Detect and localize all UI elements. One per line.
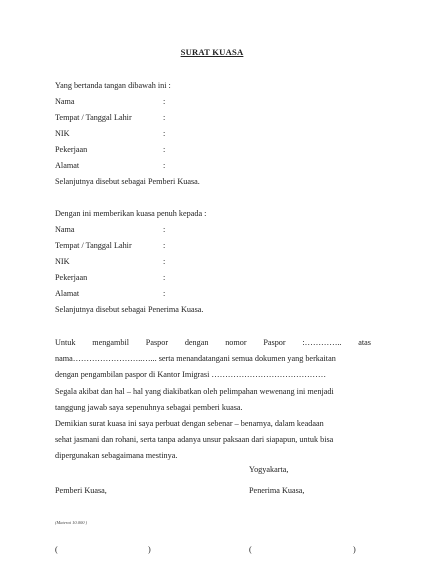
giver-job-colon: : xyxy=(163,145,166,154)
body-line-3: dengan pengambilan paspor di Kantor Imigrasi …………………………………… xyxy=(55,370,327,379)
receiver-birth-colon: : xyxy=(163,241,166,250)
giver-birth-label: Tempat / Tanggal Lahir xyxy=(55,113,132,122)
place-date: Yogyakarta, xyxy=(249,465,289,474)
intro-receiver: Dengan ini memberikan kuasa penuh kepada : xyxy=(55,209,207,218)
intro-giver: Yang bertanda tangan dibawah ini : xyxy=(55,81,171,90)
body-word: dengan xyxy=(184,338,209,347)
receiver-close-paren: ) xyxy=(353,545,356,554)
receiver-birth-label: Tempat / Tanggal Lahir xyxy=(55,241,132,250)
body-word: Paspor xyxy=(145,338,169,347)
body-line-7: sehat jasmani dan rohani, serta tanpa adanya unsur paksaan dari siapapun, untuk bisa xyxy=(55,435,334,444)
body-line-5: tanggung jawab saya sepenuhnya sebagai pemberi kuasa. xyxy=(55,403,243,412)
giver-signature-label: Pemberi Kuasa, xyxy=(55,486,107,495)
giver-name-colon: : xyxy=(163,97,166,106)
body-line-8: dipergunakan sebagaimana mestinya. xyxy=(55,451,178,460)
receiver-nik-colon: : xyxy=(163,257,166,266)
receiver-address-label: Alamat xyxy=(55,289,80,298)
body-word: Paspor xyxy=(263,338,286,347)
giver-closing: Selanjutnya disebut sebagai Pemberi Kuasa. xyxy=(55,177,200,186)
giver-address-colon: : xyxy=(163,161,166,170)
giver-address-label: Alamat xyxy=(55,161,80,170)
receiver-closing: Selanjutnya disebut sebagai Penerima Kuasa. xyxy=(55,305,204,314)
receiver-name-colon: : xyxy=(163,225,166,234)
receiver-address-colon: : xyxy=(163,289,166,298)
receiver-open-paren: ( xyxy=(249,545,252,554)
receiver-nik-label: NIK xyxy=(55,257,70,266)
document-title: SURAT KUASA xyxy=(180,47,244,57)
receiver-job-colon: : xyxy=(163,273,166,282)
giver-job-label: Pekerjaan xyxy=(55,145,88,154)
giver-open-paren: ( xyxy=(55,545,58,554)
body-line-2: nama……………………..…... serta menandatangani semua dokumen yang berkaitan xyxy=(55,354,336,363)
body-word: :………….. xyxy=(302,338,342,347)
giver-name-label: Nama xyxy=(55,97,75,106)
giver-nik-colon: : xyxy=(163,129,166,138)
body-line-6: Demikian surat kuasa ini saya perbuat dengan sebenar – benarnya, dalam keadaan xyxy=(55,419,324,428)
body-word: Untuk xyxy=(55,338,76,347)
giver-nik-label: NIK xyxy=(55,129,70,138)
body-line-1 xyxy=(55,339,371,347)
receiver-name-label: Nama xyxy=(55,225,75,234)
body-word: atas xyxy=(358,338,371,347)
receiver-signature-label: Penerima Kuasa, xyxy=(249,486,305,495)
receiver-job-label: Pekerjaan xyxy=(55,273,88,282)
giver-birth-colon: : xyxy=(163,113,166,122)
materai-note: (Materai 10.000 ) xyxy=(55,520,88,525)
body-word: nomor xyxy=(225,338,247,347)
giver-close-paren: ) xyxy=(148,545,151,554)
body-line-4: Segala akibat dan hal – hal yang diakibatkan oleh pelimpahan wewenang ini menjadi xyxy=(55,387,334,396)
body-word: mengambil xyxy=(92,338,130,347)
